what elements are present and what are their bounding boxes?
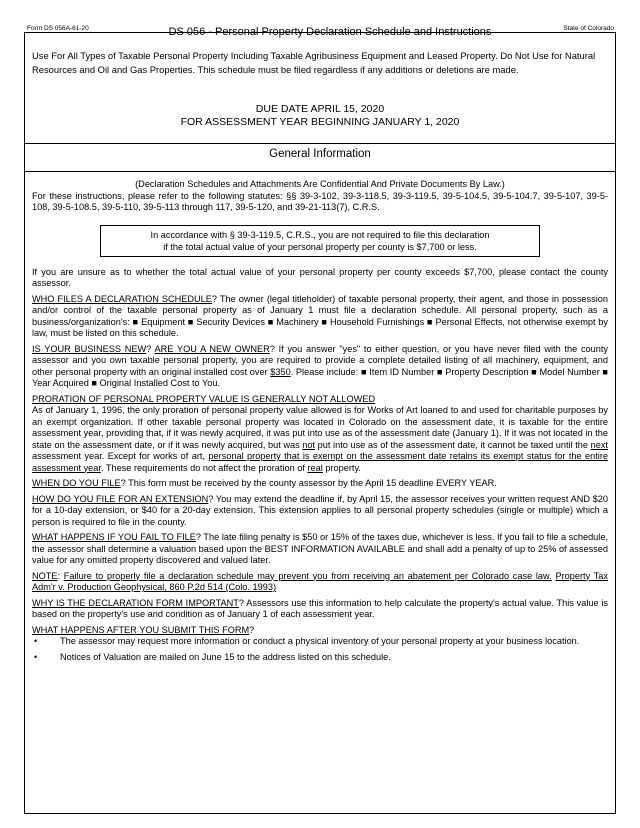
new-owner-heading: ARE YOU A NEW OWNER bbox=[154, 343, 270, 354]
confidential-note: (Declaration Schedules and Attachments Are Confidential And Private Documents By Law.) bbox=[135, 179, 505, 189]
who-files-heading: WHO FILES A DECLARATION SCHEDULE bbox=[32, 293, 212, 304]
proration-text-e: property. bbox=[322, 462, 361, 473]
document-title: DS 056 - Personal Property Declaration Schedule and Instructions bbox=[168, 26, 492, 38]
intro-text: Use For All Types of Taxable Personal Property Including Taxable Agribusiness Equipment and Leased Property. Do Not Use for Natural Resources and Oil and Gas Properties. This schedule must be filed regardless if any additions or deletions are made. bbox=[32, 50, 596, 75]
after-heading: WHAT HAPPENS AFTER YOU SUBMIT THIS FORM bbox=[32, 624, 250, 635]
new-business-heading: IS YOUR BUSINESS NEW bbox=[32, 343, 147, 354]
bullet-icon: • bbox=[34, 651, 38, 662]
assessment-year: FOR ASSESSMENT YEAR BEGINNING JANUARY 1, 2020 bbox=[180, 116, 460, 128]
after-section bbox=[32, 625, 608, 637]
proration-heading: PRORATION OF PERSONAL PROPERTY VALUE IS GENERALLY NOT ALLOWED bbox=[32, 393, 376, 404]
why-section bbox=[32, 598, 608, 621]
statutes-text: For these instructions, please refer to the following statutes: §§ 39-3-102, 39-3-118.5, 39-3-119.5, 39-5-104.5, 39-5-104.7, 39-5-107, 39-5-108, 39-5-108.5, 39-5-110, 39-5-113 through 117, 39-5-120, and 39-21-113(7), C.R.S. bbox=[32, 190, 608, 212]
new-business-include: . Please include: ■ Item ID Number ■ Property Description ■ Model Number ■ Year Acquired ■ Original Installed Cost to You. bbox=[32, 366, 608, 388]
divider bbox=[25, 143, 615, 144]
note-section: NOTE: Failure to properly file a declaration schedule may prevent you from receiving an abatement per Colorado case law. Property Tax Adm'r v. Production Geophysical, 860 P.2d 514 (Colo. 1993) bbox=[32, 570, 608, 592]
proration-text-c: assessment year. Except for works of art, bbox=[32, 451, 209, 461]
when-file-text: ? This form must be received by the county assessor by the April 15 deadline EVERY YEAR. bbox=[120, 478, 497, 488]
exemption-line-2: if the total actual value of your personal property per county is $7,700 or less. bbox=[163, 241, 477, 252]
note-text: Failure to properly file a declaration schedule may prevent you from receiving an abatement per Colorado case law. bbox=[63, 570, 552, 581]
extension-section bbox=[32, 494, 608, 529]
form-frame bbox=[24, 32, 616, 814]
case-citation: Property Tax Adm'r v. Production Geophysical, 860 P.2d 514 (Colo. 1993) bbox=[32, 570, 608, 592]
extension-heading: HOW DO YOU FILE FOR AN EXTENSION bbox=[32, 493, 209, 504]
who-files-section bbox=[32, 294, 608, 340]
proration-text-b: put into use as of the assessment date, it cannot be taxed until the bbox=[315, 439, 591, 450]
list-item bbox=[32, 652, 608, 664]
extension-text: ? You may extend the deadline if, by April 15, the assessor receives your written request AND $20 for a 10-day extension, or $40 for a 20-day extension. This extension applies to all personal property schedules (single or multiple) which a person is required to file in the county. bbox=[32, 493, 608, 527]
proration-exempt: personal property that is exempt on the assessment date retains its exempt status for the entire assessment year bbox=[32, 451, 608, 473]
why-text: ? Assessors use this information to help calculate the property's actual value. This value is based on the property's use and condition as of January 1 of each assessment year. bbox=[32, 597, 608, 619]
due-date: DUE DATE APRIL 15, 2020 bbox=[255, 103, 385, 115]
form-number: Form DS 056A-61-20 bbox=[27, 25, 89, 32]
general-info-heading: General Information bbox=[269, 148, 371, 160]
state-label: State of Colorado bbox=[563, 25, 614, 32]
unsure-text: If you are unsure as to whether the total actual value of your personal property per county exceeds $7,700, please contact the county assessor. bbox=[32, 266, 608, 288]
list-item bbox=[32, 636, 608, 648]
proration-text-a: As of January 1, 1996, the only proration of personal property value allowed is for Works of Art loaned to and used for charitable purposes by an exempt organization. If other taxable personal property was located in Colorado on the assessment date, it is taxable for the entire assessment year, providing that, if it was newly acquired, it was put into use as of the assessment date (January 1). If it was not located in the state on the assessment date, or if it was newly acquired, but was bbox=[32, 405, 608, 450]
when-file-section bbox=[32, 478, 608, 490]
exemption-line-1: In accordance with § 39-3-119.5, C.R.S., you are not required to file this declaration bbox=[150, 229, 490, 240]
new-business-section: IS YOUR BUSINESS NEW? ARE YOU A NEW OWNER? If you answer "yes" to either question, or you have never filed with the county assessor and you own taxable personal property, you are required to provide a complete detailed listing of all machinery, equipment, and other personal property with an original installed cost over $350. Please include: ■ Item ID Number ■ Property Description ■ Model Number ■ Year Acquired ■ Original Installed Cost to You. bbox=[32, 343, 609, 388]
exemption-box bbox=[100, 225, 540, 257]
due-date-block bbox=[25, 103, 615, 129]
after-bullet-2: Notices of Valuation are mailed on June 15 to the address listed on this schedule. bbox=[60, 651, 391, 662]
bullet-icon: • bbox=[34, 636, 38, 646]
cost-threshold: $350 bbox=[270, 366, 291, 377]
why-heading: WHY IS THE DECLARATION FORM IMPORTANT bbox=[32, 597, 239, 608]
fail-section bbox=[32, 532, 608, 567]
fail-text: ? The late filing penalty is $50 or 15% of the taxes due, whichever is less. If you fail to file a schedule, the assessor shall determine a valuation based upon the BEST INFORMATION AVAILABLE and shall add a penalty of up to 25% of assessed value for any omitted property discovered and valued later. bbox=[32, 532, 608, 565]
proration-text-d: . These requirements do not affect the proration of bbox=[100, 462, 308, 473]
after-qmark: ? bbox=[249, 624, 255, 635]
proration-next: next bbox=[590, 439, 608, 450]
new-business-text: ? If you answer "yes" to either question, or you have never filed with the county assessor and you own taxable personal property, you are required to provide a complete detailed listing of all machinery, equipment, and other personal property with an original installed cost over bbox=[32, 343, 609, 377]
divider bbox=[25, 171, 615, 172]
proration-real: real bbox=[307, 462, 323, 473]
when-file-heading: WHEN DO YOU FILE bbox=[32, 478, 121, 488]
note-label: NOTE bbox=[32, 570, 58, 581]
after-bullet-1: The assessor may request more information or conduct a physical inventory of your personal property at your business location. bbox=[60, 636, 580, 646]
general-info-body bbox=[25, 179, 615, 667]
proration-text bbox=[32, 405, 608, 474]
who-files-text: ? The owner (legal titleholder) of taxable personal property, their agent, and those in possession and/or control of the taxable personal property as of January 1 must file a declaration schedule. All personal property, such as a business/organization's: ■ Equipment ■ Security Devices ■ Machinery ■ Household Furnishings ■ Personal Effects, not otherwise exempt by law, must be listed on this schedule. bbox=[32, 293, 608, 338]
proration-not: not bbox=[302, 439, 316, 450]
fail-heading: WHAT HAPPENS IF YOU FAIL TO FILE bbox=[32, 532, 196, 542]
